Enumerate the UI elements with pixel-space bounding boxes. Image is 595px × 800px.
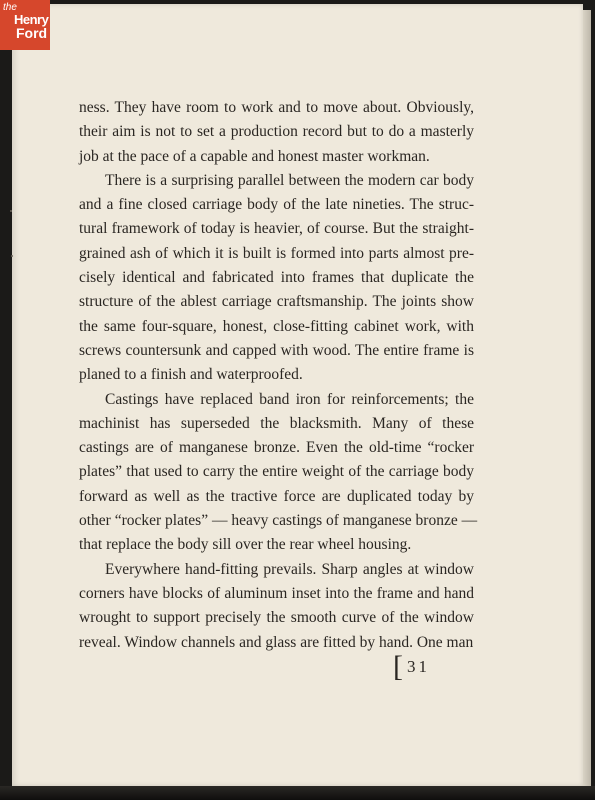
- text-line: that replace the body sill over the rear wheel housing.: [79, 536, 412, 554]
- text-line: forward as well as the tractive force are duplicated today by: [79, 487, 474, 505]
- henry-ford-logo: [0, 0, 50, 50]
- text-line: There is a surprising parallel between the modern car body: [105, 171, 474, 189]
- margin-speck: [10, 210, 12, 212]
- text-line: screws countersunk and capped with wood. The entire frame is: [79, 341, 474, 359]
- text-line: corners have blocks of aluminum inset into the frame and hand: [79, 584, 474, 602]
- text-line: reveal. Window channels and glass are fitted by hand. One man: [79, 633, 474, 651]
- logo-ford: Ford: [16, 25, 48, 41]
- text-line: Everywhere hand-fitting prevails. Sharp angles at window: [105, 560, 474, 578]
- text-line: tural framework of today is heavier, of course. But the straight-: [79, 220, 474, 238]
- book-bottom-edge: [0, 786, 595, 800]
- text-line: their aim is not to set a production record but to do a masterly: [79, 123, 474, 141]
- text-line: castings are of manganese bronze. Even the old-time “rocker: [79, 439, 474, 457]
- logo-henry: Henry: [14, 12, 49, 27]
- text-line: wrought to support precisely the smooth curve of the window: [79, 609, 474, 627]
- logo-the: the: [3, 2, 17, 13]
- text-line: planed to a finish and waterproofed.: [79, 366, 303, 384]
- page-edge: [583, 10, 591, 786]
- text-line: machinist has superseded the blacksmith. Many of these: [79, 414, 474, 432]
- text-line: structure of the ablest carriage craftsmanship. The joints show: [79, 293, 474, 311]
- folio-bracket: [: [393, 650, 403, 683]
- text-line: grained ash of which it is built is formed into parts almost pre-: [79, 244, 474, 262]
- folio-number: 31: [407, 657, 430, 676]
- text-line: job at the pace of a capable and honest master workman.: [79, 147, 430, 165]
- text-line: and a fine closed carriage body of the late nineties. The struc-: [79, 196, 474, 214]
- body-text: [79, 96, 478, 655]
- page-number: [393, 650, 430, 684]
- text-line: cisely identical and fabricated into frames that duplicate the: [79, 269, 474, 287]
- text-line: other “rocker plates” — heavy castings of manganese bronze —: [79, 512, 478, 530]
- text-line: plates” that used to carry the entire weight of the carriage body: [79, 463, 474, 481]
- margin-speck: [11, 255, 13, 257]
- text-line: ness. They have room to work and to move about. Obviously,: [79, 99, 474, 116]
- text-line: the same four-square, honest, close-fitting cabinet work, with: [79, 317, 474, 335]
- text-line: Castings have replaced band iron for reinforcements; the: [105, 390, 474, 408]
